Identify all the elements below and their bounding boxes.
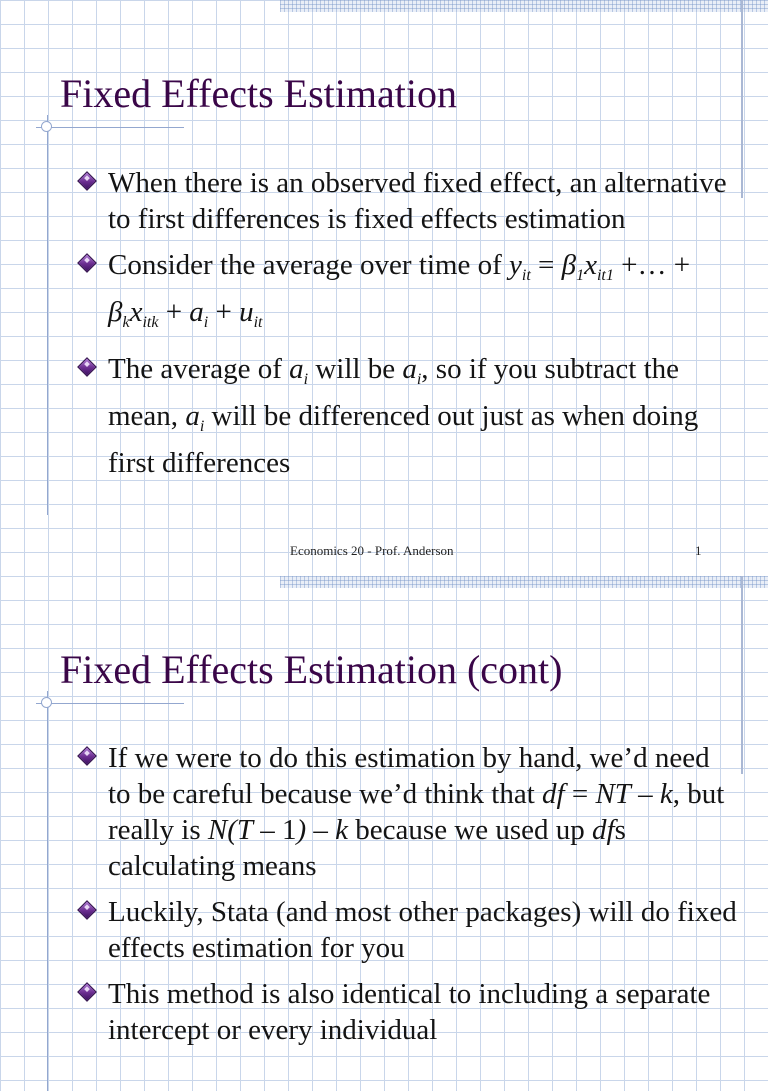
slide-number: 1 <box>695 543 702 558</box>
bullet-text: When there is an observed fixed effect, an alternative to first differences is fixed effects estimation <box>108 167 727 235</box>
bullet-item <box>78 976 738 1048</box>
bullet-list <box>78 165 738 491</box>
diamond-bullet-icon <box>77 982 97 1002</box>
diamond-bullet-icon <box>77 900 97 920</box>
bullet-text: The average of $a_i$ will be $a_i$, so if you subtract the mean, $a_i$ will be differenced out just as when doing first differences <box>108 353 699 479</box>
title-rule <box>36 127 184 128</box>
bullet-item <box>78 740 738 884</box>
title-vertical-rule <box>47 691 48 1091</box>
bullet-item <box>78 351 738 481</box>
bullet-text: Luckily, Stata (and most other packages) will do fixed effects estimation for you <box>108 896 737 964</box>
slide-edge-bar <box>741 576 743 774</box>
diamond-bullet-icon <box>77 746 97 766</box>
diamond-bullet-icon <box>77 253 97 273</box>
bullet-item <box>78 894 738 966</box>
bullet-text: This method is also identical to including a separate intercept or every individual <box>108 978 711 1046</box>
slide-header-band <box>280 0 768 12</box>
title-crosshair-circle <box>41 121 52 132</box>
bullet-text: If we were to do this estimation by hand, we’d need to be careful because we’d think that df = NT – k, but really is N(T – 1) – k because we used up dfs calculating means <box>108 742 725 882</box>
slide-edge-bar <box>741 0 743 198</box>
slide-title: Fixed Effects Estimation <box>60 71 457 116</box>
diamond-bullet-icon <box>77 171 97 191</box>
slide-header-band <box>280 576 768 588</box>
title-rule <box>36 703 184 704</box>
bullet-list <box>78 740 738 1058</box>
bullet-item <box>78 165 738 237</box>
diamond-bullet-icon <box>77 357 97 377</box>
bullet-item <box>78 247 738 341</box>
slide-2 <box>0 576 768 1046</box>
title-vertical-rule <box>47 115 48 515</box>
slide-footer: Economics 20 - Prof. Anderson <box>290 543 454 558</box>
bullet-text: Consider the average over time of $y_{it} = \beta_1x_{it1}$ +… + $\beta_kx_{itk} + a_i + u_{it}$ <box>108 249 691 331</box>
title-crosshair-circle <box>41 697 52 708</box>
slide-title: Fixed Effects Estimation (cont) <box>60 647 563 692</box>
